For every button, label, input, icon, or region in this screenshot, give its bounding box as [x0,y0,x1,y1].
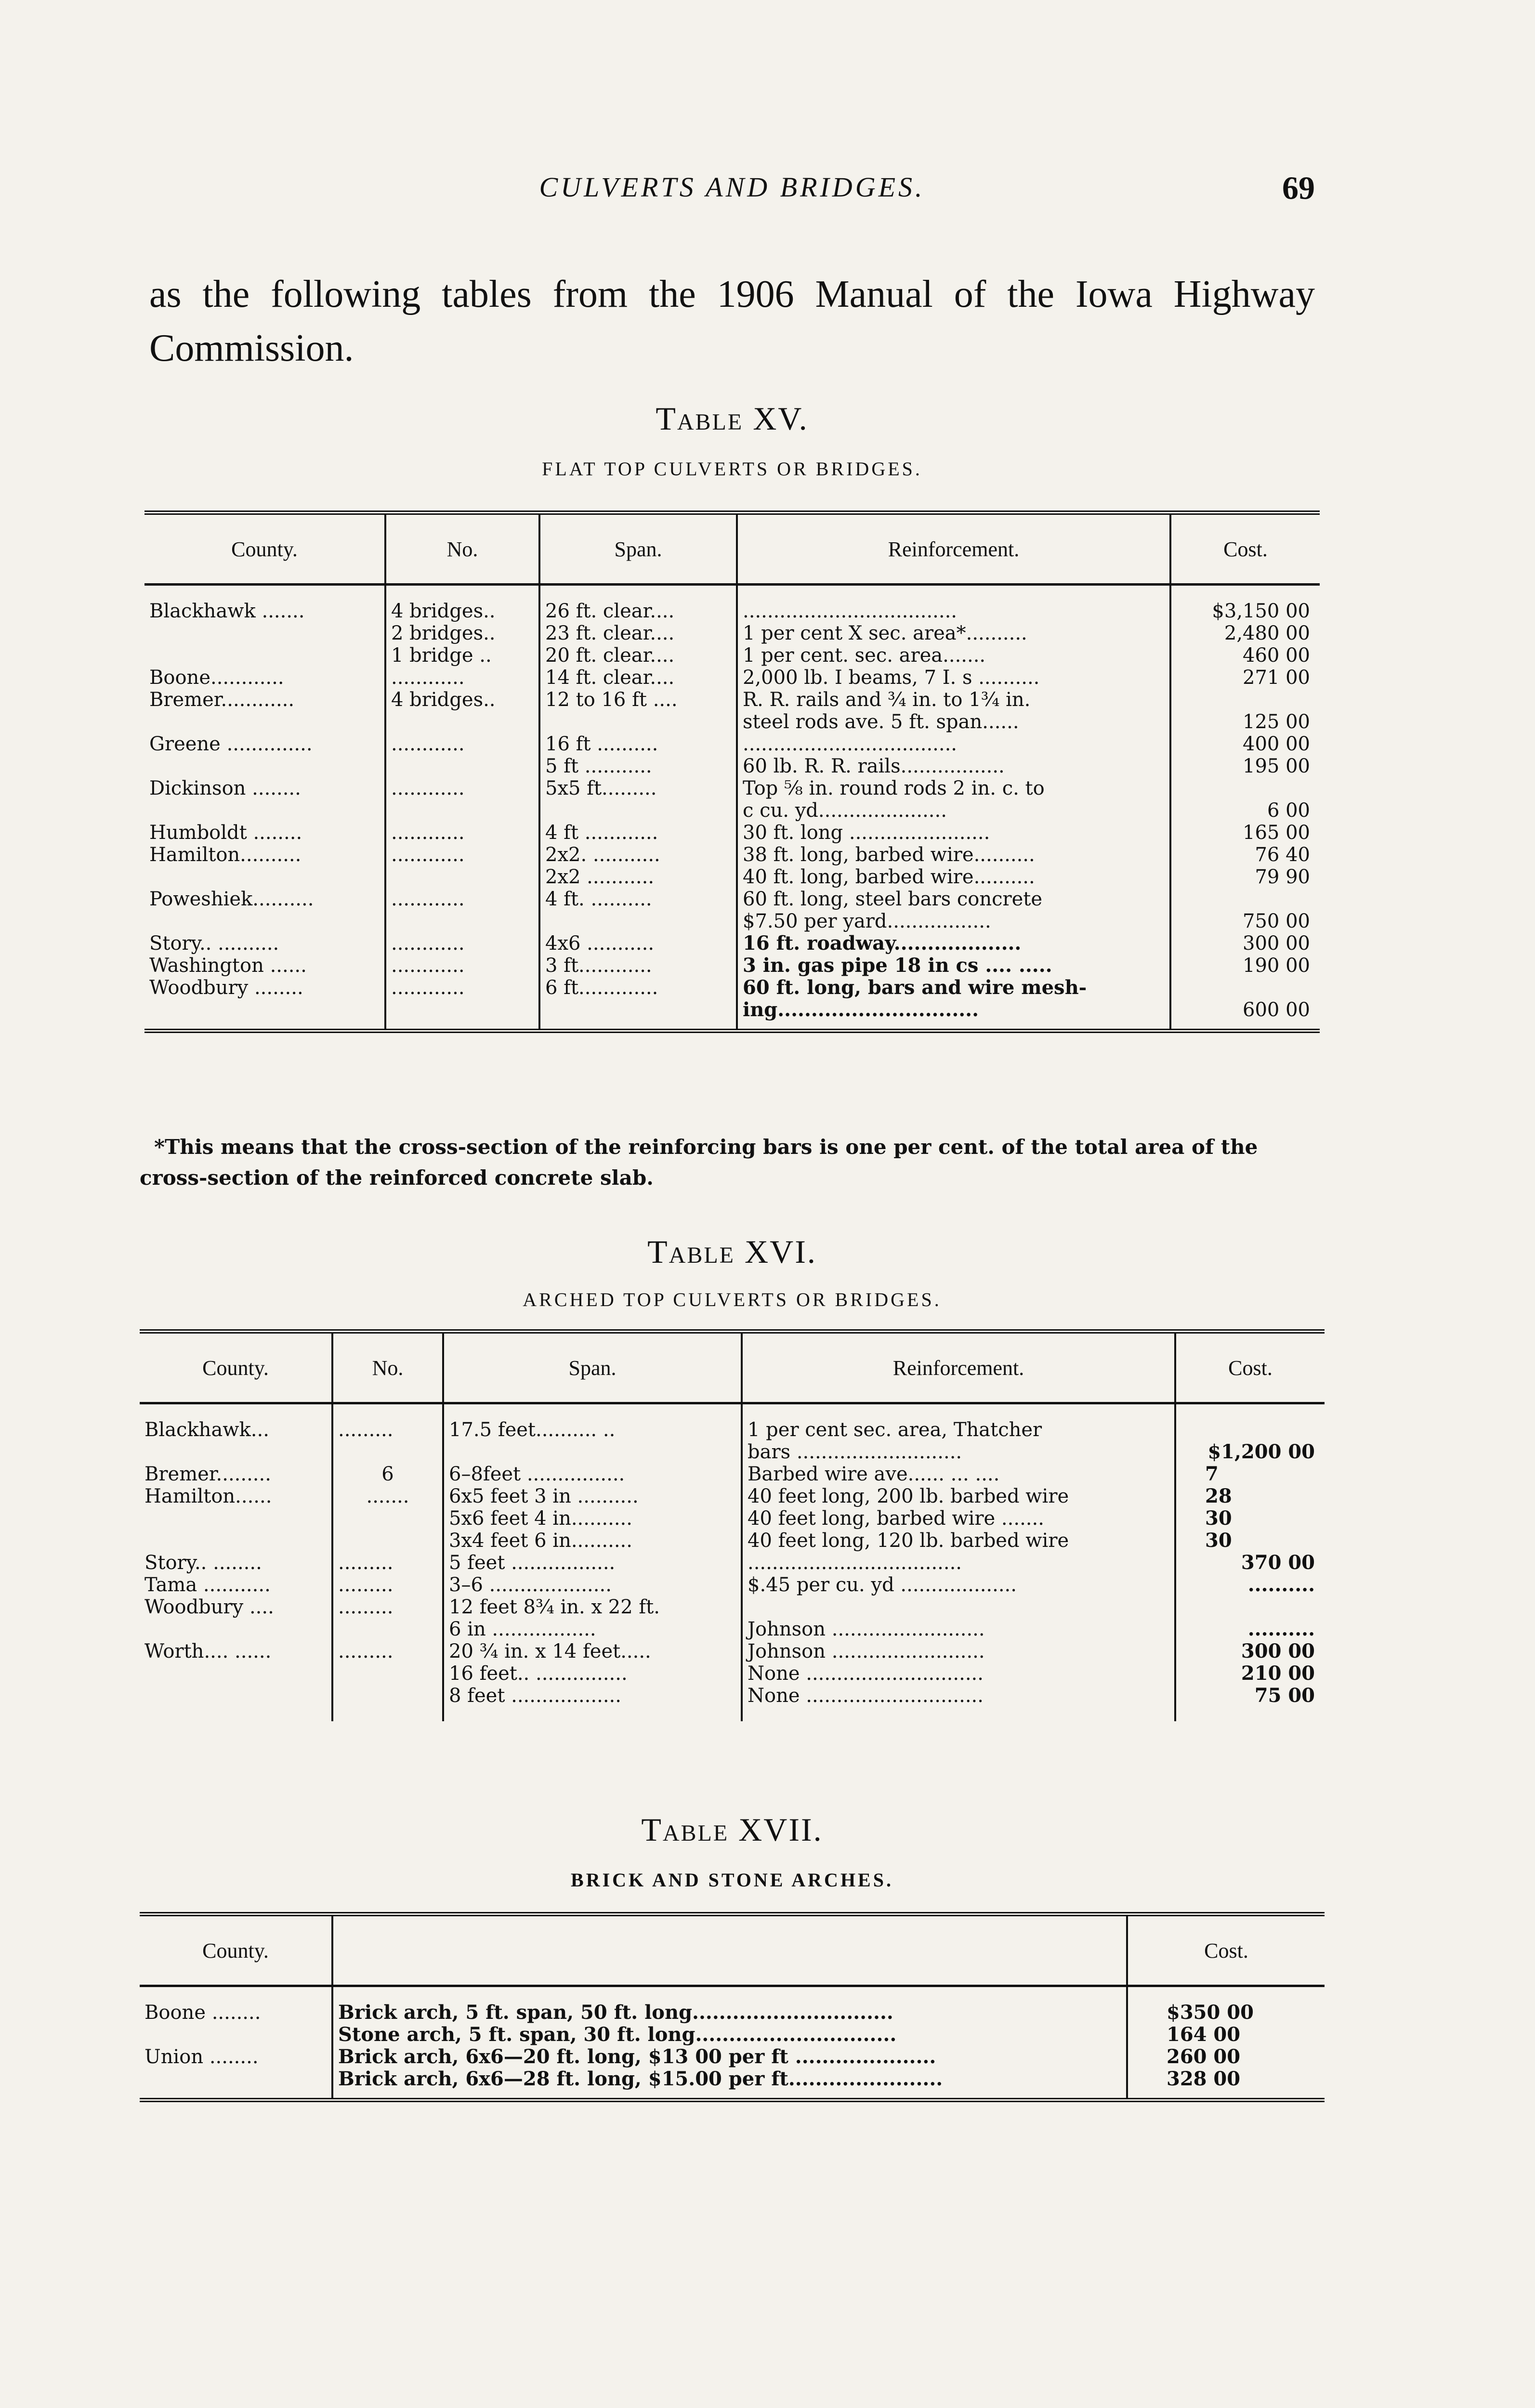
table15-reinforcement: Top ⅝ in. round rods 2 in. c. to c cu. yd..................... [737,777,1170,822]
table15-span: 16 ft .......... 5 ft ........... [539,733,737,777]
table16-header-county: County. [140,1332,332,1403]
table16-caption: Table XVI. [647,1233,817,1270]
table15-cost: 271 00 125 00 [1170,667,1320,733]
table16-cost: 300 00 210 00 75 00 [1175,1640,1325,1707]
table-row [144,667,1320,733]
table16-span: 20 ¾ in. x 14 feet..... 16 feet.. ............... 8 feet .................. [443,1640,742,1707]
table17-cost: 260 00 328 00 [1127,2046,1325,2090]
table15-cost: $3,150 00 2,480 00 460 00 [1170,600,1320,667]
table15-county: Dickinson ........ [149,777,301,799]
table17-description: Brick arch, 5 ft. span, 50 ft. long.............................. Stone arch, 5 ft. span, 30 ft. long.............................. [332,2002,1127,2046]
table16-reinforcement: Johnson ......................... None ............................. None ............................. [742,1640,1175,1707]
table15-header-span: Span. [539,513,737,585]
table16-reinforcement: ................................... $.45 per cu. yd ................... Johnson ......................... [742,1552,1175,1640]
table15-no: ............ [385,733,539,777]
table17-header-cost: Cost. [1127,1914,1325,1986]
table-row [144,600,1320,667]
table15-header-cost: Cost. [1170,513,1320,585]
table16-header-cost: Cost. [1175,1332,1325,1403]
table16-county: Blackhawk... [144,1419,269,1441]
table15-reinforcement: 2,000 lb. I beams, 7 I. s .......... R. R. rails and ¾ in. to 1¾ in. steel rods ave. 5 ft. span...... [737,667,1170,733]
table15-county: Blackhawk ....... [149,600,305,622]
table15-county: Poweshiek.......... [149,888,314,910]
table15-reinforcement: 30 ft. long ....................... 38 ft. long, barbed wire.......... 40 ft. long, barbed wire.......... [737,822,1170,888]
table15-span: 5x5 ft......... [539,777,737,822]
table17-description: Brick arch, 6x6—20 ft. long, $13 00 per ft ..................... Brick arch, 6x6—28 ft. long, $15.00 per ft....................... [332,2046,1127,2090]
running-head-title: CULVERTS AND BRIDGES. [539,171,925,203]
table16-header-reinforcement: Reinforcement. [742,1332,1175,1403]
table17-subtitle: BRICK AND STONE ARCHES. [571,1869,893,1891]
table15-span: 14 ft. clear.... 12 to 16 ft .... [539,667,737,733]
page-number: 69 [1282,170,1315,206]
table15-county: Boone............ Bremer............ [149,667,295,711]
table15-county: Greene .............. [149,733,313,755]
table15-no: ............ [385,777,539,822]
table16-no: ......... ......... ......... [332,1552,443,1640]
table-row [140,1640,1325,1707]
table15-cost: 400 00 195 00 [1170,733,1320,777]
table16-subtitle: ARCHED TOP CULVERTS OR BRIDGES. [523,1289,942,1310]
table15-cost: 6 00 [1170,777,1320,822]
table17-header-county: County. [140,1914,332,1986]
table-row [144,777,1320,822]
table15-no: ............ ............ [385,822,539,888]
table15 [144,510,1320,1033]
table15-reinforcement: ................................... 60 lb. R. R. rails................. [737,733,1170,777]
table15-cost: 165 00 76 40 79 90 [1170,822,1320,888]
table17-cost: $350 00 164 00 [1127,2002,1325,2046]
table15-subtitle: FLAT TOP CULVERTS OR BRIDGES. [542,458,922,480]
table15-span: 4x6 ........... 3 ft............ 6 ft............. [539,932,737,1021]
table16-cost: 370 00 .......... .......... [1175,1552,1325,1640]
table15-caption: Table XV. [656,400,809,437]
table16-county: Bremer......... Hamilton...... [144,1463,272,1507]
table16-span: 5 feet ................. 3–6 .................... 12 feet 8¾ in. x 22 ft. 6 in ................. [443,1552,742,1640]
table-row [140,1552,1325,1640]
table15-header-reinforcement: Reinforcement. [737,513,1170,585]
table15-footnote: *This means that the cross-section of the reinforcing bars is one per cent. of the total area of the cross-section of the reinforced concrete slab. [140,1135,1258,1190]
table15-span: 26 ft. clear.... 23 ft. clear.... 20 ft. clear.... [539,600,737,667]
table15-header-county: County. [144,513,385,585]
table-row [140,2002,1325,2046]
table15-reinforcement: 60 ft. long, steel bars concrete $7.50 per yard................. [737,888,1170,932]
table15-county: Humboldt ........ Hamilton.......... [149,822,302,866]
table15-no: ............ ............ ............ [385,932,539,1021]
table-row [144,932,1320,1021]
table16-county: Story.. ........ Tama ........... Woodbury .... [144,1552,274,1618]
table16-span: 17.5 feet.......... .. [443,1419,742,1463]
table17-county: Boone ........ [144,2002,261,2024]
running-head [149,171,1315,214]
table16-reinforcement: Barbed wire ave...... ... .... 40 feet long, 200 lb. barbed wire 40 feet long, barbed wire ....... 40 feet long, 120 lb. barbed wire [742,1463,1175,1552]
table-row [140,1419,1325,1463]
table15-reinforcement: ................................... 1 per cent X sec. area*.......... 1 per cent. sec. area....... [737,600,1170,667]
table15-no: 4 bridges.. 2 bridges.. 1 bridge .. [385,600,539,667]
table15-reinforcement: 16 ft. roadway................... 3 in. gas pipe 18 in cs .... ..... 60 ft. long, bars and wire mesh- ing.............................. [737,932,1170,1021]
table15-span: 4 ft ............ 2x2. ........... 2x2 ........... [539,822,737,888]
table-row [144,822,1320,888]
table-row [144,888,1320,932]
table16-no: ......... [332,1640,443,1707]
intro-paragraph [149,267,1315,375]
table17-county: Union ........ [144,2046,259,2068]
table16-no: 6 ....... [332,1463,443,1552]
table16-cost: 7 28 30 30 [1175,1463,1325,1552]
table-row [140,1463,1325,1552]
table17-header-row [140,1914,1325,1986]
table15-county: Story.. .......... Washington ...... Woodbury ........ [149,932,307,999]
table17-header-description [332,1914,1127,1986]
table15-no: ............ [385,888,539,932]
table16 [140,1329,1325,1721]
table16-no: ......... [332,1419,443,1463]
table16-reinforcement: 1 per cent sec. area, Thatcher bars ........................... [742,1419,1175,1463]
table16-header-row [140,1332,1325,1403]
table15-cost: 300 00 190 00 600 00 [1170,932,1320,1021]
table15-span: 4 ft. .......... [539,888,737,932]
table16-county: Worth.... ...... [144,1640,272,1662]
table15-header-row [144,513,1320,585]
intro-text: as the following tables from the 1906 Manual of the Iowa Highway Commission. [149,273,1315,369]
table-row [140,2046,1325,2090]
table17-caption: Table XVII. [641,1811,823,1848]
table15-no: ............ 4 bridges.. [385,667,539,733]
table16-span: 6–8feet ................ 6x5 feet 3 in .......... 5x6 feet 4 in.......... 3x4 feet 6 in.......... [443,1463,742,1552]
table15-header-no: No. [385,513,539,585]
table16-header-no: No. [332,1332,443,1403]
table16-cost: $1,200 00 [1175,1419,1325,1463]
table15-cost: 750 00 [1170,888,1320,932]
table16-header-span: Span. [443,1332,742,1403]
table17 [140,1912,1325,2102]
table-row [144,733,1320,777]
